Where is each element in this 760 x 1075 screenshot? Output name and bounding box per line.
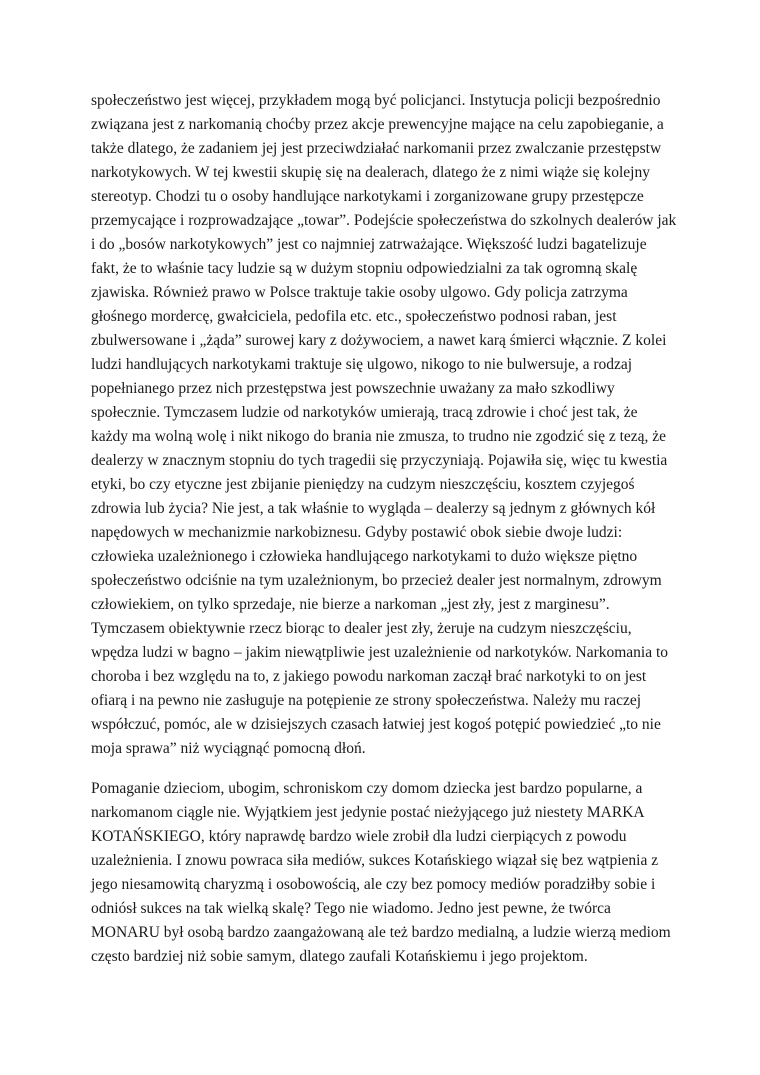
text-line: narkomanom ciągle nie. Wyjątkiem jest jedynie postać nieżyjącego już niestety MARKA — [91, 804, 645, 821]
text-line: społeczeństwo odciśnie na tym uzależnionym, bo przecież dealer jest normalnym, zdrowym — [91, 572, 662, 589]
text-line: stereotyp. Chodzi tu o osoby handlujące narkotykami i zorganizowane grupy przestępcze — [91, 188, 644, 205]
text-line: każdy ma wolną wolę i nikt nikogo do brania nie zmusza, to trudno nie zgodzić się z tezą, że — [91, 428, 667, 445]
text-line: współczuć, pomóc, ale w dzisiejszych czasach łatwiej jest kogoś potępić powiedzieć „to nie — [91, 716, 661, 733]
text-line: MONARU był osobą bardzo zaangażowaną ale też bardzo medialną, a ludzie wierzą mediom — [91, 924, 671, 941]
text-line: uzależnienia. I znowu powraca siła mediów, sukces Kotańskiego wiązał się bez wątpienia z — [91, 852, 659, 869]
text-line: zbulwersowane i „żąda” surowej kary z dożywociem, a nawet karą śmierci włącznie. Z kolei — [91, 332, 667, 349]
text-line: związana jest z narkomanią choćby przez akcje prewencyjne mające na celu zapobieganie, a — [91, 116, 664, 133]
text-line: także dlatego, że zadaniem jej jest przeciwdziałać narkomanii przez zwalczanie przestępstw — [91, 140, 662, 157]
text-line: społecznie. Tymczasem ludzie od narkotyków umierają, tracą zdrowie i choć jest tak, że — [91, 404, 638, 421]
text-line: człowiekiem, on tylko sprzedaje, nie bierze a narkoman „jest zły, jest z marginesu”. — [91, 596, 610, 613]
paragraph-2 — [91, 777, 681, 969]
text-line: choroba i bez względu na to, z jakiego powodu narkoman zaczął brać narkotyki to on jest — [91, 668, 647, 685]
text-line: moja sprawa” niż wyciągnąć pomocną dłoń. — [91, 740, 366, 757]
text-line: Pomaganie dzieciom, ubogim, schroniskom czy domom dziecka jest bardzo popularne, a — [91, 780, 643, 797]
text-line: często bardziej niż sobie samym, dlatego zaufali Kotańskiemu i jego projektom. — [91, 948, 588, 965]
text-line: wpędza ludzi w bagno – jakim niewątpliwie jest uzależnienie od narkotyków. Narkomania to — [91, 644, 669, 661]
text-line: społeczeństwo jest więcej, przykładem mogą być policjanci. Instytucja policji bezpośrednio — [91, 92, 661, 109]
text-line: Tymczasem obiektywnie rzecz biorąc to dealer jest zły, żeruje na cudzym nieszczęściu, — [91, 620, 632, 637]
text-line: odniósł sukces na tak wielką skalę? Tego nie wiadomo. Jedno jest pewne, że twórca — [91, 900, 611, 917]
text-line: i do „bosów narkotykowych” jest co najmniej zatrważające. Większość ludzi bagatelizuje — [91, 236, 647, 253]
text-line: przemycające i rozprowadzające „towar”. Podejście społeczeństwa do szkolnych dealerów jak — [91, 212, 677, 229]
text-line: fakt, że to właśnie tacy ludzie są w dużym stopniu odpowiedzialni za tak ogromną skalę — [91, 260, 638, 277]
text-line: narkotykowych. W tej kwestii skupię się na dealerach, dlatego że z nimi wiąże się kolejny — [91, 164, 650, 181]
text-line: napędowych w mechanizmie narkobiznesu. Gdyby postawić obok siebie dwoje ludzi: — [91, 524, 623, 541]
text-line: dealerzy w znacznym stopniu do tych tragedii się przyczyniają. Pojawiła się, więc tu kwestia — [91, 452, 668, 469]
text-line: człowieka uzależnionego i człowieka handlującego narkotykami to dużo większe piętno — [91, 548, 638, 565]
text-line: popełnianego przez nich przestępstwa jest powszechnie uważany za mało szkodliwy — [91, 380, 615, 397]
text-line: głośnego mordercę, gwałciciela, pedofila etc. etc., społeczeństwo podnosi raban, jest — [91, 308, 617, 325]
text-line: zjawiska. Również prawo w Polsce traktuje takie osoby ulgowo. Gdy policja zatrzyma — [91, 284, 628, 301]
text-line: jego niesamowitą charyzmą i osobowością, ale czy bez pomocy mediów poradziłby sobie i — [91, 876, 656, 893]
text-line: ludzi handlujących narkotykami traktuje się ulgowo, nikogo to nie bulwersuje, a rodzaj — [91, 356, 633, 373]
text-line: zdrowia lub życia? Nie jest, a tak właśnie to wygląda – dealerzy są jednym z głównych kół — [91, 500, 656, 517]
text-line: etyki, bo czy etyczne jest zbijanie pieniędzy na cudzym nieszczęściu, kosztem czyjegoś — [91, 476, 635, 493]
paragraph-1 — [91, 89, 681, 761]
text-line: ofiarą i na pewno nie zasługuje na potępienie ze strony społeczeństwa. Należy mu raczej — [91, 692, 642, 709]
text-line: KOTAŃSKIEGO, który naprawdę bardzo wiele zrobił dla ludzi cierpiących z powodu — [91, 828, 627, 845]
